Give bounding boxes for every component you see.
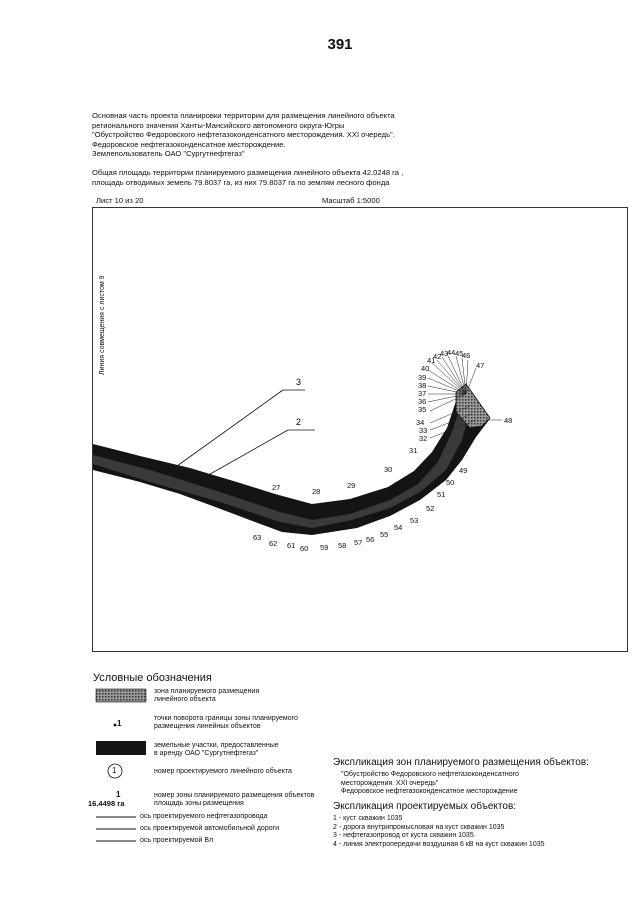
explication-objects-list xyxy=(333,815,545,849)
header-line: "Обустройство Федоровского нефтегазоконденсатного месторождения. XXI очередь". xyxy=(92,130,395,140)
legend-item-lease: земельные участки, предоставленные в аренду ОАО "Сургутнефтегаз" xyxy=(154,742,279,758)
point-number: 33 xyxy=(419,426,428,435)
explication-objects-title: Экспликация проектируемых объектов: xyxy=(333,801,517,812)
header-line: регионального значения Ханты-Мансийского автономного округа-Югры xyxy=(92,120,345,130)
point-number: 45 xyxy=(455,349,464,358)
point-number: 59 xyxy=(320,543,329,552)
legend-item-points: точки поворота границы зоны планируемого размещения линейных объектов xyxy=(154,715,298,731)
point-number: 48 xyxy=(504,416,513,425)
area-line: Общая площадь территории планируемого размещения линейного объекта 42.0248 га , xyxy=(92,168,404,177)
point-number: 37 xyxy=(418,389,427,398)
header-line: Землепользователь ОАО "Сургутнефтегаз" xyxy=(92,149,245,159)
leader-line-3 xyxy=(170,390,283,471)
header-line: Федоровское нефтегазоконденсатное месторождение. xyxy=(92,139,286,149)
point-number: 56 xyxy=(366,535,375,544)
area-line: площадь отводимых земель 79.8037 га, из них 79.8037 га по землям лесного фонда xyxy=(92,177,390,187)
point-number: 27 xyxy=(272,483,281,492)
page-number: 391 xyxy=(327,36,353,53)
legend-point-symbol: 1 xyxy=(117,719,122,728)
explication-object-item: 4 - линия электропередачи воздушная 6 кВ на куст скважин 1035 xyxy=(333,840,545,848)
point-number: 50 xyxy=(446,478,455,487)
point-number: 35 xyxy=(418,405,427,414)
scale-label: Масштаб 1:5000 xyxy=(322,196,380,205)
point-number: 46 xyxy=(462,351,471,360)
point-number: 31 xyxy=(409,446,418,455)
explication-object-item: 3 - нефтегазопровод от куста скважин 1035 xyxy=(333,832,474,840)
point-number: 30 xyxy=(384,465,393,474)
explication-object-item: 1 - куст скважин 1035 xyxy=(333,815,403,822)
point-number: 44 xyxy=(447,348,456,357)
legend-lease-swatch xyxy=(96,741,146,755)
point-number: 28 xyxy=(312,487,321,496)
point-number: 43 xyxy=(440,349,449,358)
point-number: 41 xyxy=(427,356,436,365)
point-number: 54 xyxy=(394,523,403,532)
leader-label-3: 3 xyxy=(296,377,302,387)
point-number: 62 xyxy=(269,539,278,548)
legend-item-object: номер проектируемого линейного объекта xyxy=(154,768,292,775)
point-number: 38 xyxy=(418,381,427,390)
legend-zone-number-symbol: 1 xyxy=(116,790,121,799)
legend-point-dot xyxy=(114,724,117,727)
point-number: 32 xyxy=(419,434,428,443)
point-number: 60 xyxy=(300,544,309,553)
point-number: 34 xyxy=(416,418,425,427)
point-number: 57 xyxy=(354,538,363,547)
legend-zone-swatch xyxy=(96,689,146,702)
leader-label-2: 2 xyxy=(296,417,302,427)
legend-item-pipeline: ось проектируемого нефтегазопровода xyxy=(140,813,268,820)
point-number: 55 xyxy=(380,530,389,539)
leader-line-2 xyxy=(196,430,288,482)
point-number: 36 xyxy=(418,397,427,406)
point-number: 29 xyxy=(347,481,356,490)
legend-title: Условные обозначения xyxy=(93,672,212,684)
point-number: 40 xyxy=(421,364,430,373)
explication-zones-text: "Обустройство Федоровского нефтегазоконденсатного месторождения. XXI очередь" Федоровское нефтегазоконденсатное месторождение xyxy=(341,771,519,796)
point-number: 51 xyxy=(437,490,446,499)
legend-item-zone-number: номер зоны планируемого размещения объектов площадь зоны размещения xyxy=(154,792,315,808)
legend-item-power: ось проектируемой Вл xyxy=(140,837,214,844)
legend-object-symbol: 1 xyxy=(112,766,117,775)
point-number: 53 xyxy=(410,516,419,525)
legend-zone-area-symbol: 16.4498 га xyxy=(88,799,125,808)
point-number: 47 xyxy=(476,361,485,370)
point-number: 49 xyxy=(459,466,468,475)
point-number: 61 xyxy=(287,541,296,550)
explication-zones-title: Экспликация зон планируемого размещения объектов: xyxy=(333,757,589,768)
header-line: Основная часть проекта планировки территории для размещения линейного объекта xyxy=(92,111,395,120)
sheet-label: Лист 10 из 20 xyxy=(96,196,144,205)
point-number: 63 xyxy=(253,533,262,542)
explication-object-item: 2 - дорога внутрипромысловая на куст скважин 1035 xyxy=(333,823,505,831)
point-number: 39 xyxy=(418,373,427,382)
legend-item-zone: зона планируемого размещения линейного объекта xyxy=(154,688,260,704)
match-line-label: Линия совмещения с листом 9 xyxy=(99,275,106,375)
point-number: 52 xyxy=(426,504,435,513)
point-number: 58 xyxy=(338,541,347,550)
legend-item-road: ось проектируемой автомобильной дороги xyxy=(140,825,280,832)
point-number: 42 xyxy=(433,352,442,361)
